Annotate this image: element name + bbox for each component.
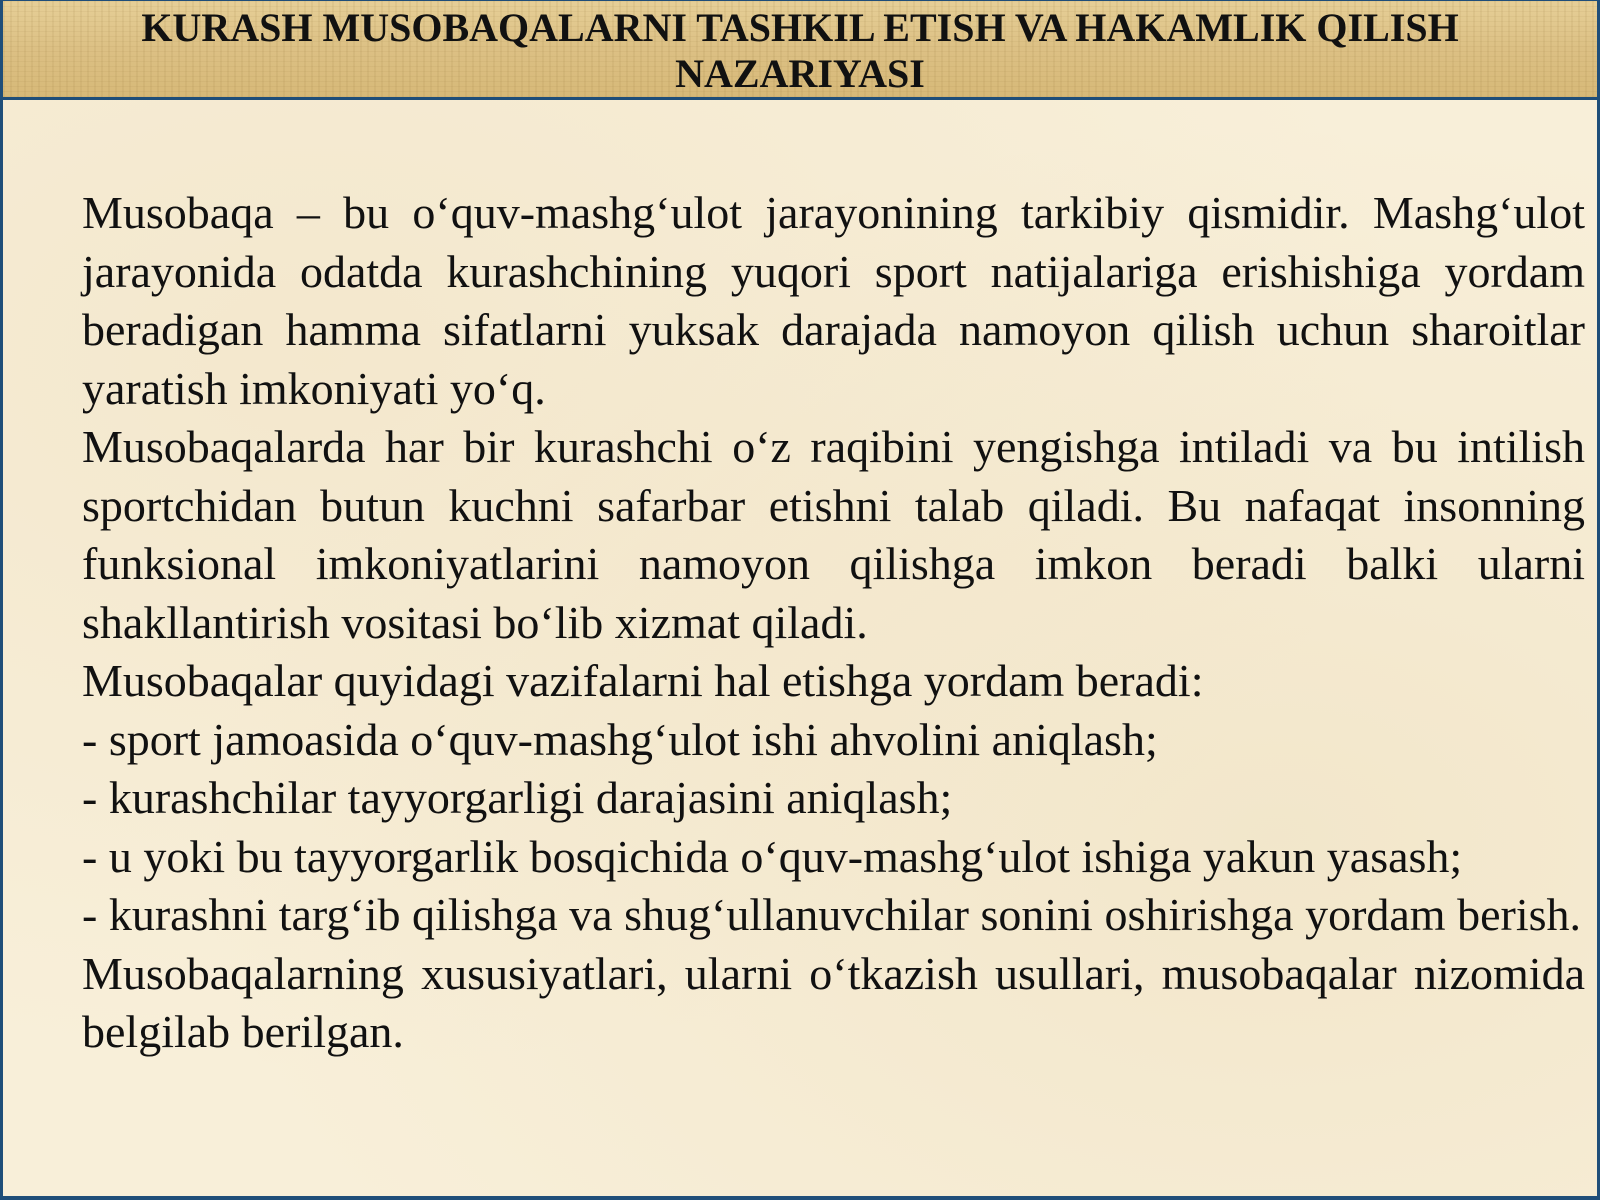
list-item-preparation-level: - kurashchilar tayyorgarligi darajasini aniqlash; <box>82 772 953 823</box>
paragraph-regulations: Musobaqalarning xususiyatlari, ularni o‘tkazish usullari, musobaqalar nizomida belgilab berilgan. <box>82 947 1585 1057</box>
list-item-stage-summary: - u yoki bu tayyorgarlik bosqichida o‘quv-mashg‘ulot ishiga yakun yasash; <box>82 830 1463 882</box>
paragraph-definition: Musobaqa – bu o‘quv-mashg‘ulot jarayonining tarkibiy qismidir. Mashg‘ulot jarayonida odatda kurashchining yuqori sport natijalariga erishishiga yordam beradigan hamma sifatlarni yuksak darajada namoyon qilish uchun sharoitlar yaratish imkoniyati yo‘q. <box>82 187 1585 414</box>
title-banner <box>3 0 1597 100</box>
slide-body <box>82 184 1585 1062</box>
list-item-team-status: - sport jamoasida o‘quv-mashg‘ulot ishi ahvolini aniqlash; <box>82 713 1158 765</box>
paragraph-tasks-intro: Musobaqalar quyidagi vazifalarni hal etishga yordam beradi: <box>82 655 1204 706</box>
paragraph-competition-effort: Musobaqalarda har bir kurashchi o‘z raqibini yengishga intiladi va bu intilish sportchidan butun kuchni safarbar etishni talab qiladi. Bu nafaqat insonning funksional imkoniyatlarini namoyon qilishga imkon beradi balki ularni shakllantirish vositasi bo‘lib xizmat qiladi. <box>82 421 1585 648</box>
slide-title: KURASH MUSOBAQALARNI TASHKIL ETISH VA HAKAMLIK QILISH NAZARIYASI <box>141 5 1459 96</box>
list-item-promotion: - kurashni targ‘ib qilishga va shug‘ullanuvchilar sonini oshirishga yordam berish. <box>82 889 1581 940</box>
